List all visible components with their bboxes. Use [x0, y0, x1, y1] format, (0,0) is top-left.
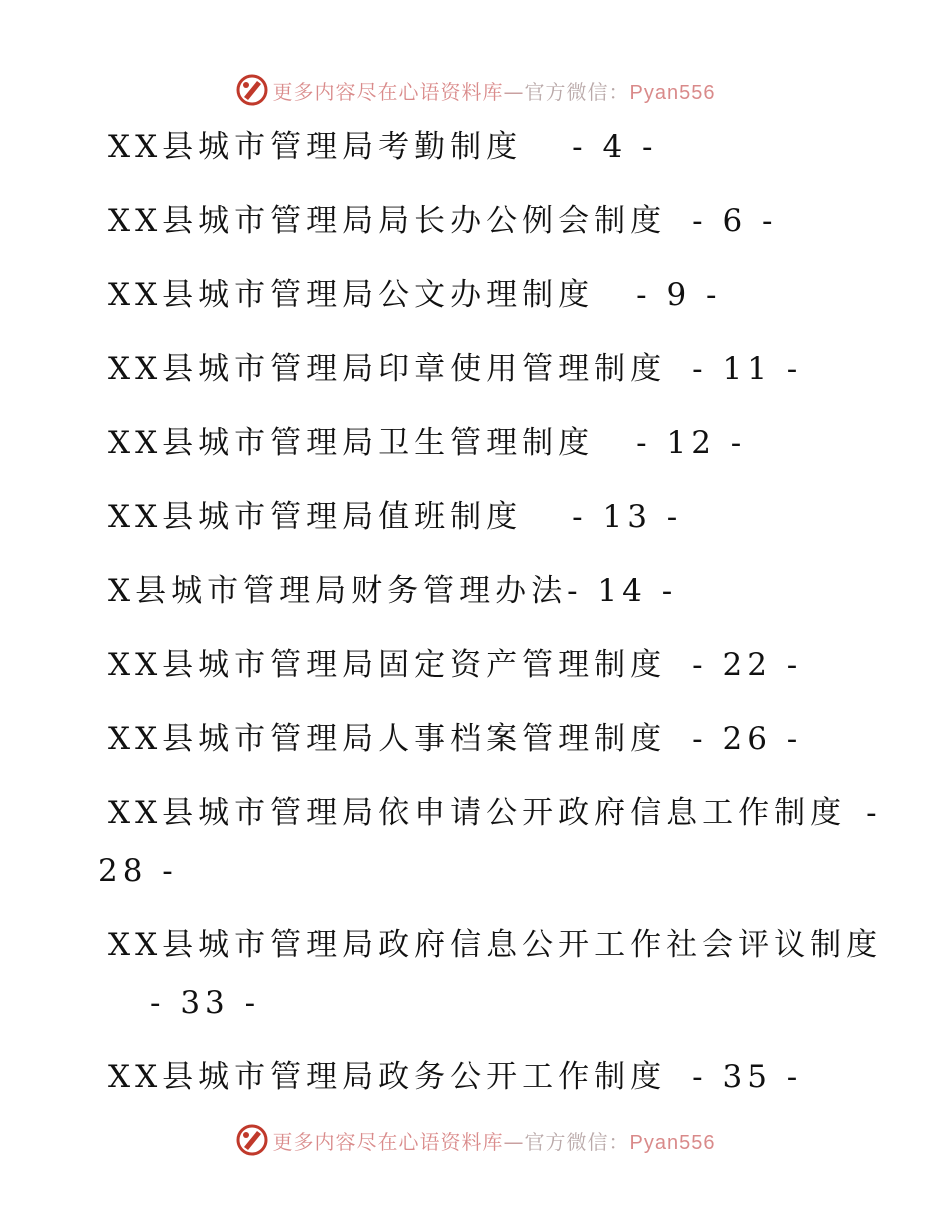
toc-entry-seal-usage[interactable]	[0, 340, 950, 398]
watermark-id: Pyan556	[629, 81, 716, 104]
watermark-main: 更多内容尽在心语资料库	[272, 79, 504, 104]
red-seal-logo-icon	[235, 73, 269, 107]
toc-title: XX县城市管理局公文办理制度	[108, 277, 595, 313]
table-of-contents	[0, 118, 950, 1106]
toc-page: - 11 -	[692, 351, 803, 387]
toc-page: - 9 -	[636, 277, 722, 313]
watermark-dash: —	[503, 1129, 525, 1154]
toc-entry-info-disclosure-request[interactable]	[0, 784, 950, 900]
watermark-text	[273, 1126, 716, 1155]
watermark-sub: 官方微信：	[524, 79, 630, 104]
toc-entry-attendance[interactable]	[0, 118, 950, 176]
toc-page: - 35 -	[692, 1059, 803, 1095]
watermark-dash: —	[503, 79, 525, 104]
toc-title: X县城市管理局财务管理办法	[108, 573, 568, 609]
toc-entry-personnel-archives[interactable]	[0, 710, 950, 768]
toc-page: - 26 -	[692, 721, 803, 757]
toc-entry-hygiene[interactable]	[0, 414, 950, 472]
toc-entry-finance[interactable]	[0, 562, 950, 620]
watermark-header	[0, 70, 950, 110]
toc-page: - 22 -	[692, 647, 803, 683]
toc-page: - 12 -	[636, 425, 747, 461]
toc-title: XX县城市管理局依申请公开政府信息工作制度	[108, 795, 847, 831]
toc-page: - 6 -	[692, 203, 778, 239]
toc-page: - 14 -	[567, 573, 678, 609]
toc-page: - 13 -	[572, 499, 683, 535]
toc-title: XX县城市管理局局长办公例会制度	[108, 203, 667, 239]
watermark-footer	[0, 1120, 950, 1160]
toc-title: XX县城市管理局值班制度	[108, 499, 523, 535]
toc-entry-director-meeting[interactable]	[0, 192, 950, 250]
watermark-text	[273, 76, 716, 105]
toc-entry-document-handling[interactable]	[0, 266, 950, 324]
toc-title: XX县城市管理局政务公开工作制度	[108, 1059, 667, 1095]
toc-page-line2: - 33 -	[150, 985, 261, 1021]
toc-title: XX县城市管理局考勤制度	[108, 129, 523, 165]
watermark-main: 更多内容尽在心语资料库	[272, 1129, 504, 1154]
toc-title: XX县城市管理局卫生管理制度	[108, 425, 595, 461]
watermark-id: Pyan556	[629, 1131, 716, 1154]
toc-entry-info-disclosure-review[interactable]	[0, 916, 950, 1032]
toc-page: - 4 -	[572, 129, 658, 165]
toc-entry-government-affairs[interactable]	[0, 1048, 950, 1106]
toc-title: XX县城市管理局印章使用管理制度	[108, 351, 667, 387]
toc-entry-duty[interactable]	[0, 488, 950, 546]
toc-entry-fixed-assets[interactable]	[0, 636, 950, 694]
red-seal-logo-icon	[235, 1123, 269, 1157]
toc-title: XX县城市管理局政府信息公开工作社会评议制度	[108, 927, 883, 963]
toc-title: XX县城市管理局人事档案管理制度	[108, 721, 667, 757]
toc-page-line1: -	[866, 795, 882, 831]
watermark-sub: 官方微信：	[524, 1129, 630, 1154]
toc-page-line2: 28 -	[98, 853, 178, 889]
toc-title: XX县城市管理局固定资产管理制度	[108, 647, 667, 683]
